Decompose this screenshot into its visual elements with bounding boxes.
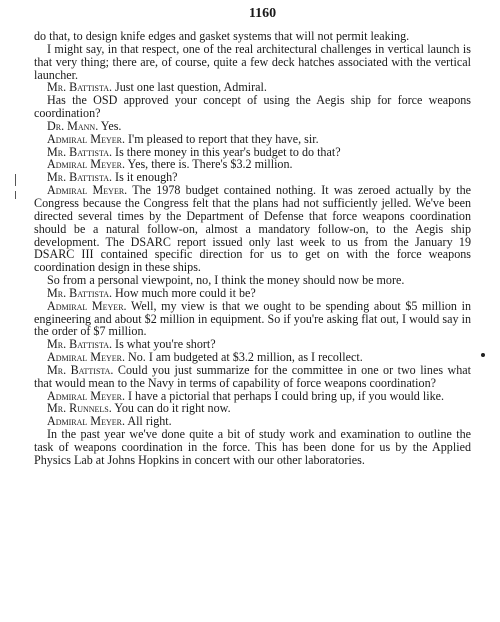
- speaker-name: Mr. Runnels.: [47, 401, 112, 416]
- document-page: [34, 6, 471, 467]
- paragraph-text: Just one last question, Admiral.: [112, 80, 267, 95]
- speaker-name: Mr. Battista.: [47, 337, 113, 352]
- paragraph-text: The 1978 budget contained nothing. It was zeroed actually by the Congress because the Congress felt that the plans had not sufficiently jelled. We've been directed several times by the Department of Defense that force weapons coordination should be a natural follow-on, almost a mandatory follow-on, to the Aegis ship development. The DSARC report issued only last week to us from the January 19 DSARC III contained specific direction for us to get on with the force weapons coordination design in these ships.: [34, 183, 471, 275]
- speaker-name: Mr. Battista.: [47, 285, 113, 300]
- paragraph-text: do that, to design knife edges and gasket systems that will not permit leaking.: [34, 29, 410, 43]
- paragraph-text: No. I am budgeted at $3.2 million, as I recollect.: [124, 350, 363, 365]
- speaker-name: Admiral Meyer.: [47, 157, 125, 172]
- paragraph-text: You can do it right now.: [111, 401, 231, 416]
- paragraph-text: Well, my view is that we ought to be spending about $5 million in engineering and about $2 million in equipment. So if you're asking flat out, I would say in the order of $7 million.: [34, 298, 471, 339]
- speaker-name: Admiral Meyer.: [47, 131, 125, 146]
- paragraph-text: How much more could it be?: [112, 285, 256, 300]
- speaker-name: Mr. Battista.: [47, 362, 114, 377]
- paragraph-text: So from a personal viewpoint, no, I think the money should now be more.: [47, 273, 405, 288]
- paragraph: [34, 364, 471, 390]
- document-body: [34, 30, 471, 467]
- speaker-name: Mr. Battista.: [47, 80, 113, 95]
- paragraph: [34, 184, 471, 274]
- paragraph: [34, 43, 471, 82]
- speaker-name: Mr. Battista.: [47, 144, 113, 159]
- speaker-name: Mr. Battista.: [47, 170, 113, 185]
- margin-dot: [481, 353, 485, 357]
- paragraph-text: I'm pleased to report that they have, sir.: [124, 131, 319, 146]
- paragraph: [34, 94, 471, 120]
- paragraph-text: Is there money in this year's budget to do that?: [112, 144, 341, 159]
- speaker-name: Admiral Meyer.: [47, 388, 125, 403]
- paragraph-text: Yes, there is. There's $3.2 million.: [124, 157, 293, 172]
- paragraph-text: I might say, in that respect, one of the real architectural challenges in vertical launch is that very thing; there are, of course, quite a few deck hatches associated with the vertical launcher.: [34, 41, 471, 82]
- speaker-name: Admiral Meyer.: [47, 183, 128, 198]
- paragraph-text: Could you just summarize for the committee in one or two lines what that would mean to the Navy in terms of capability of force weapons coordination?: [34, 362, 471, 390]
- paragraph: [34, 428, 471, 467]
- paragraph-text: Yes.: [98, 118, 122, 133]
- margin-mark: [15, 174, 16, 186]
- speaker-name: Dr. Mann.: [47, 118, 99, 133]
- speaker-name: Admiral Meyer.: [47, 298, 127, 313]
- margin-mark: [15, 191, 16, 199]
- paragraph-text: All right.: [124, 414, 172, 429]
- paragraph: [34, 300, 471, 339]
- speaker-name: Admiral Meyer.: [47, 414, 125, 429]
- paragraph-text: Is what you're short?: [112, 337, 216, 352]
- paragraph-text: Is it enough?: [112, 170, 178, 185]
- speaker-name: Admiral Meyer.: [47, 350, 125, 365]
- paragraph-text: In the past year we've done quite a bit of study work and examination to outline the task of weapons coordination in the force. This has been done for us by the Applied Physics Lab at Johns Hopkins in concert with our other laboratories.: [34, 427, 471, 467]
- page-number: 1160: [248, 6, 277, 21]
- paragraph-text: I have a pictorial that perhaps I could bring up, if you would like.: [124, 388, 445, 403]
- paragraph-text: Has the OSD approved your concept of using the Aegis ship for force weapons coordination?: [34, 93, 471, 121]
